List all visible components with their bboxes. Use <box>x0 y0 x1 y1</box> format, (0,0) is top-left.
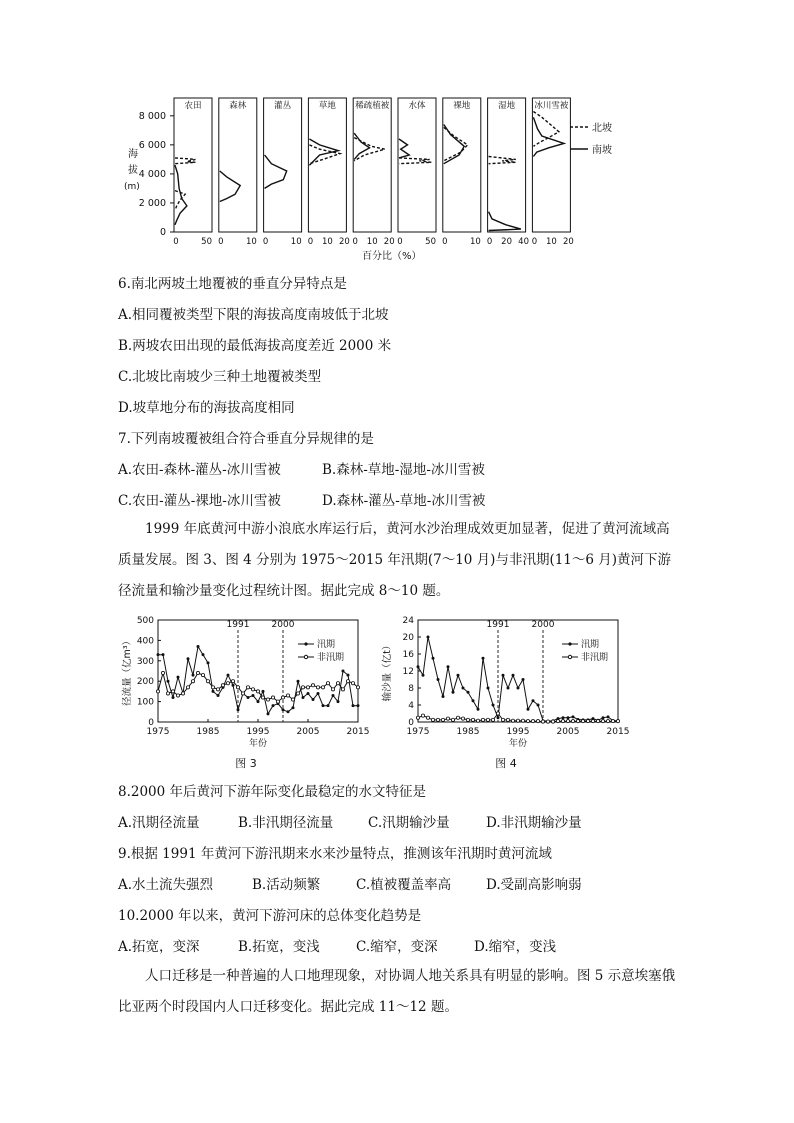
south-slope-line <box>354 133 369 159</box>
panel-frame <box>488 98 526 232</box>
q8-option-d: D.非汛期输沙量 <box>486 815 582 831</box>
non-flood-point <box>176 694 179 697</box>
flood-point <box>287 710 290 713</box>
panel-xtick: 0 <box>397 237 403 247</box>
q10-option-a: A.拓宽，变深 <box>118 939 200 955</box>
ytick-label: 20 <box>402 633 414 643</box>
flood-point <box>332 694 335 697</box>
panel-xtick: 40 <box>518 237 530 247</box>
flood-point <box>502 674 505 677</box>
non-flood-point <box>616 720 619 723</box>
q9-option-d: D.受副高影响弱 <box>486 877 582 893</box>
non-flood-point <box>326 682 329 685</box>
panel-title: 稀疏植被 <box>355 101 390 111</box>
flood-point <box>357 704 360 707</box>
non-flood-point <box>266 698 269 701</box>
panel-frame <box>443 98 481 232</box>
flood-point <box>307 692 310 695</box>
non-flood-point <box>186 686 189 689</box>
non-flood-point <box>156 690 159 693</box>
non-flood-point <box>461 717 464 720</box>
ytick-label: 6 000 <box>138 139 166 151</box>
flood-point <box>462 687 465 690</box>
xtick-label: 1985 <box>196 727 220 737</box>
non-flood-point <box>191 680 194 683</box>
non-flood-point <box>456 716 459 719</box>
xtick-label: 1975 <box>406 727 430 737</box>
non-flood-point <box>546 720 549 723</box>
ytick-label: 0 <box>148 718 154 728</box>
flood-point <box>297 680 300 683</box>
flood-point <box>292 706 295 709</box>
non-flood-point <box>486 718 489 721</box>
non-flood-point <box>206 680 209 683</box>
flood-point <box>477 708 480 711</box>
flood-point <box>192 674 195 677</box>
flood-point <box>327 704 330 707</box>
non-flood-point <box>226 682 229 685</box>
non-flood-point <box>576 720 579 723</box>
q6-option-b: B.两坡农田出现的最低海拔高度差近 2000 米 <box>118 338 392 354</box>
flood-point <box>512 674 515 677</box>
flood-point <box>437 678 440 681</box>
xtick-label: 1995 <box>246 727 270 737</box>
chart-title: 图 3 <box>235 757 257 770</box>
non-flood-point <box>341 688 344 691</box>
flood-point <box>227 674 230 677</box>
non-flood-point <box>571 720 574 723</box>
flood-point <box>537 704 540 707</box>
flood-point <box>432 657 435 660</box>
flood-point <box>257 700 260 703</box>
ytick-label: 8 000 <box>138 110 166 122</box>
ylabel-hai: 海 <box>128 149 138 160</box>
plot-frame <box>418 620 618 722</box>
non-flood-point <box>356 686 359 689</box>
flood-point <box>572 715 575 718</box>
non-flood-point <box>531 720 534 723</box>
xtick-label: 2015 <box>606 727 630 737</box>
non-flood-point <box>321 686 324 689</box>
ytick-label: 24 <box>402 616 414 626</box>
non-flood-point <box>586 720 589 723</box>
ytick-label: 0 <box>159 227 166 238</box>
flood-point <box>347 674 350 677</box>
flood-point <box>252 694 255 697</box>
north-slope-line <box>354 138 385 161</box>
north-slope-line <box>444 127 468 160</box>
q8-stem: 8.2000 年后黄河下游年际变化最稳定的水文特征是 <box>118 784 427 800</box>
flood-point <box>172 696 175 699</box>
non-flood-point <box>241 692 244 695</box>
non-flood-point <box>271 696 274 699</box>
q6-option-d: D.坡草地分布的海拔高度相同 <box>118 400 295 416</box>
panel-xtick: 20 <box>562 237 574 247</box>
q8-option-b: B.非汛期径流量 <box>238 815 334 831</box>
xlabel: 年份 <box>248 739 268 749</box>
flood-point <box>157 653 160 656</box>
panel-xtick: 0 <box>442 237 448 247</box>
flood-point <box>497 716 500 719</box>
flood-point <box>522 678 525 681</box>
flood-point <box>317 692 320 695</box>
flood-point <box>532 699 535 702</box>
non-flood-point <box>466 718 469 721</box>
non-flood-point <box>551 720 554 723</box>
ytick-label: 200 <box>136 677 154 688</box>
south-slope-line <box>444 125 464 164</box>
non-flood-point <box>491 718 494 721</box>
q8-option-c: C.汛期输沙量 <box>368 815 450 831</box>
non-flood-point <box>221 684 224 687</box>
non-flood-point <box>301 686 304 689</box>
non-flood-point <box>351 682 354 685</box>
legend-label: 非汛期 <box>581 653 609 663</box>
q7-option-a: A.农田-森林-灌丛-冰川雪被 <box>118 462 281 478</box>
panel-xtick: 10 <box>545 237 557 247</box>
panel-xtick: 10 <box>469 237 481 247</box>
non-flood-point <box>296 692 299 695</box>
ylabel: 输沙量（亿t） <box>382 640 393 702</box>
year-marker-label: 2000 <box>531 620 555 630</box>
panel-title: 农田 <box>184 101 202 111</box>
panel-xtick: 10 <box>366 237 378 247</box>
q7-option-d: D.森林-灌丛-草地-冰川雪被 <box>322 493 486 509</box>
xtick-label: 1985 <box>456 727 480 737</box>
panel-frame <box>174 98 212 232</box>
q10-option-c: C.缩窄，变深 <box>356 939 438 955</box>
xlabel: 年份 <box>508 739 528 749</box>
south-slope-line <box>220 171 240 202</box>
legend-north: 北坡 <box>592 123 612 134</box>
non-flood-point <box>336 682 339 685</box>
south-slope-line <box>265 155 287 188</box>
non-flood-point <box>441 718 444 721</box>
panel-frame <box>398 98 436 232</box>
ytick-label: 500 <box>136 616 154 626</box>
non-flood-point <box>431 718 434 721</box>
non-flood-point <box>521 719 524 722</box>
flood-point <box>427 636 430 639</box>
flood-point <box>162 653 165 656</box>
non-flood-point <box>581 720 584 723</box>
q9-option-b: B.活动频繁 <box>252 877 321 893</box>
q8-option-a: A.汛期径流量 <box>118 815 200 831</box>
non-flood-point <box>471 718 474 721</box>
legend-marker <box>304 642 307 645</box>
q7-stem: 7.下列南坡覆被组合符合垂直分异规律的是 <box>118 431 374 447</box>
flood-point <box>202 653 205 656</box>
legend-label: 汛期 <box>581 640 600 650</box>
flood-point <box>207 661 210 664</box>
non-flood-point <box>161 671 164 674</box>
panel-frame <box>219 98 257 232</box>
legend-marker <box>304 655 307 658</box>
flood-point <box>467 691 470 694</box>
panel-xtick: 0 <box>486 237 493 247</box>
runoff-chart <box>118 610 378 775</box>
non-flood-point <box>306 686 309 689</box>
legend-marker <box>568 655 571 658</box>
non-flood-point <box>261 696 264 699</box>
panel-title: 草地 <box>318 101 336 111</box>
panel-title: 冰川雪被 <box>534 101 569 111</box>
non-flood-point <box>421 714 424 717</box>
non-flood-point <box>601 720 604 723</box>
panel-title: 裸地 <box>453 101 471 111</box>
ytick-label: 12 <box>402 667 414 677</box>
non-flood-point <box>596 720 599 723</box>
panel-title: 灌丛 <box>274 101 292 111</box>
flood-point <box>472 699 475 702</box>
xlabel-percent: 百分比（%） <box>362 251 422 262</box>
panel-frame <box>308 98 346 232</box>
q7-option-b: B.森林-草地-湿地-冰川雪被 <box>322 462 485 478</box>
year-marker-label: 1991 <box>226 620 250 630</box>
panel-frame <box>532 98 570 232</box>
xtick-label: 2005 <box>556 727 580 737</box>
non-flood-point <box>526 720 529 723</box>
non-flood-point <box>566 720 569 723</box>
non-flood-point <box>331 688 334 691</box>
flood-point <box>177 676 180 679</box>
flood-point <box>282 708 285 711</box>
panel-xtick: 20 <box>338 237 350 247</box>
flood-point <box>492 704 495 707</box>
panel-xtick: 0 <box>262 237 269 247</box>
non-flood-point <box>476 719 479 722</box>
south-slope-line <box>533 117 564 156</box>
panel-xtick: 10 <box>245 237 257 247</box>
panel-xtick: 10 <box>321 237 333 247</box>
flood-point <box>262 690 265 693</box>
non-flood-point <box>276 700 279 703</box>
panel-xtick: 20 <box>501 237 513 247</box>
flood-point <box>212 690 215 693</box>
legend-label: 汛期 <box>317 640 336 650</box>
non-flood-point <box>446 717 449 720</box>
flood-point <box>302 696 305 699</box>
panel-frame <box>353 98 391 232</box>
non-flood-point <box>481 718 484 721</box>
flood-point <box>602 716 605 719</box>
legend-label: 非汛期 <box>317 653 345 663</box>
flood-point <box>167 680 170 683</box>
panel-xtick: 50 <box>425 237 437 247</box>
non-flood-point <box>416 716 419 719</box>
ytick-label: 4 000 <box>138 168 166 180</box>
xtick-label: 2015 <box>346 727 370 737</box>
non-flood-point <box>436 718 439 721</box>
legend-south: 南坡 <box>592 145 612 156</box>
panel-xtick: 20 <box>383 237 395 247</box>
non-flood-point <box>201 673 204 676</box>
year-marker-label: 2000 <box>271 620 295 630</box>
flood-point <box>352 704 355 707</box>
non-flood-point <box>316 686 319 689</box>
non-flood-point <box>511 719 514 722</box>
year-marker-label: 1991 <box>486 620 510 630</box>
land-cover-figure <box>120 95 640 265</box>
q9-option-c: C.植被覆盖率高 <box>356 877 452 893</box>
flood-point <box>232 684 235 687</box>
non-flood-point <box>166 692 169 695</box>
non-flood-point <box>256 690 259 693</box>
flood-point <box>237 708 240 711</box>
q10-option-b: B.拓宽，变浅 <box>238 939 320 955</box>
non-flood-point <box>196 671 199 674</box>
non-flood-point <box>496 712 499 715</box>
flood-point <box>442 695 445 698</box>
flood-point <box>487 687 490 690</box>
panel-title: 森林 <box>229 101 247 111</box>
flood-point <box>562 716 565 719</box>
non-flood-point <box>311 684 314 687</box>
non-flood-point <box>171 690 174 693</box>
flood-point <box>197 645 200 648</box>
ylabel-unit: (m) <box>124 182 140 192</box>
flood-point <box>457 674 460 677</box>
ytick-label: 2 000 <box>138 197 166 209</box>
flood-point <box>217 694 220 697</box>
non-flood-point <box>231 680 234 683</box>
ytick-label: 300 <box>136 656 154 667</box>
panel-xtick: 0 <box>352 237 358 247</box>
paragraph-migration: 人口迁移是一种普遍的人口地理现象，对协调人地关系具有明显的影响。图 5 示意埃塞俄比亚两个时段国内人口迁移变化。据此完成 11～12 题。 <box>118 968 676 1015</box>
flood-point <box>322 704 325 707</box>
flood-point <box>447 665 450 668</box>
non-flood-point <box>506 718 509 721</box>
flood-point <box>452 691 455 694</box>
non-flood-point <box>541 720 544 723</box>
flood-point <box>312 698 315 701</box>
panel-title: 水体 <box>408 101 426 111</box>
non-flood-point <box>606 720 609 723</box>
q9-option-a: A.水土流失强烈 <box>118 877 214 893</box>
non-flood-point <box>591 720 594 723</box>
north-slope-line <box>175 158 195 164</box>
panel-xtick: 10 <box>290 237 302 247</box>
flood-point <box>337 700 340 703</box>
non-flood-point <box>291 698 294 701</box>
xtick-label: 1995 <box>506 727 530 737</box>
non-flood-point <box>281 696 284 699</box>
non-flood-point <box>561 720 564 723</box>
south-slope-line <box>489 212 521 231</box>
flood-point <box>527 708 530 711</box>
legend-marker <box>568 642 571 645</box>
panel-frame <box>264 98 302 232</box>
paragraph-yellow-river: 1999 年底黄河中游小浪底水库运行后，黄河水沙治理成效更加显著，促进了黄河流域高质量发展。图 3、图 4 分别为 1975～2015 年汛期(7～10 月)与非汛期(11～6 月)黄河下游径流量和输沙量变化过程统计图。据此完成 8～10 题。 <box>118 521 672 599</box>
flood-point <box>567 716 570 719</box>
q10-stem: 10.2000 年以来，黄河下游河床的总体变化趋势是 <box>118 908 422 924</box>
xtick-label: 2005 <box>296 727 320 737</box>
panel-xtick: 0 <box>173 237 179 247</box>
ylabel-ba: 拔 <box>128 165 138 176</box>
ylabel: 径流量（亿m³） <box>122 635 133 707</box>
non-flood-point <box>236 686 239 689</box>
ytick-label: 16 <box>402 650 414 660</box>
non-flood-point <box>556 720 559 723</box>
non-flood-point <box>246 686 249 689</box>
chart-title: 图 4 <box>495 757 517 770</box>
non-flood-point <box>286 694 289 697</box>
ytick-label: 0 <box>408 718 414 728</box>
non-flood-point <box>251 688 254 691</box>
flood-point <box>422 674 425 677</box>
q6-option-c: C.北坡比南坡少三种土地覆被类型 <box>118 369 322 385</box>
non-flood-point <box>516 719 519 722</box>
non-flood-point <box>426 716 429 719</box>
flood-point <box>517 687 520 690</box>
flood-point <box>607 715 610 718</box>
flood-point <box>507 687 510 690</box>
q6-option-a: A.相同覆被类型下限的海拔高度南坡低于北坡 <box>118 307 389 323</box>
non-flood-point <box>181 692 184 695</box>
non-flood-point <box>451 718 454 721</box>
q7-option-c: C.农田-灌丛-裸地-冰川雪被 <box>118 493 281 509</box>
ytick-label: 400 <box>136 636 154 647</box>
xtick-label: 1975 <box>146 727 170 737</box>
q6-stem: 6.南北两坡土地覆被的垂直分异特点是 <box>118 276 347 292</box>
non-flood-point <box>501 718 504 721</box>
panel-xtick: 0 <box>307 237 314 247</box>
non-flood-point <box>611 720 614 723</box>
flood-point <box>342 670 345 673</box>
panel-xtick: 0 <box>531 237 538 247</box>
ytick-label: 100 <box>136 697 154 708</box>
panel-title: 湿地 <box>498 101 516 111</box>
non-flood-point <box>346 680 349 683</box>
ytick-label: 4 <box>408 701 414 711</box>
flood-point <box>272 704 275 707</box>
q10-option-d: D.缩窄，变浅 <box>474 939 557 955</box>
flood-point <box>267 712 270 715</box>
south-slope-line <box>399 139 409 158</box>
north-slope-line <box>399 158 431 164</box>
q9-stem: 9.根据 1991 年黄河下游汛期来水来沙量特点，推测该年汛期时黄河流域 <box>118 846 552 862</box>
panel-xtick: 50 <box>201 237 213 247</box>
non-flood-point <box>216 688 219 691</box>
panel-xtick: 0 <box>218 237 224 247</box>
non-flood-point <box>536 720 539 723</box>
flood-point <box>187 657 190 660</box>
ytick-label: 8 <box>408 684 414 694</box>
flood-point <box>417 665 420 668</box>
sediment-chart <box>378 610 643 775</box>
non-flood-point <box>211 686 214 689</box>
flood-point <box>247 696 250 699</box>
north-slope-line <box>489 157 516 164</box>
flood-point <box>482 657 485 660</box>
